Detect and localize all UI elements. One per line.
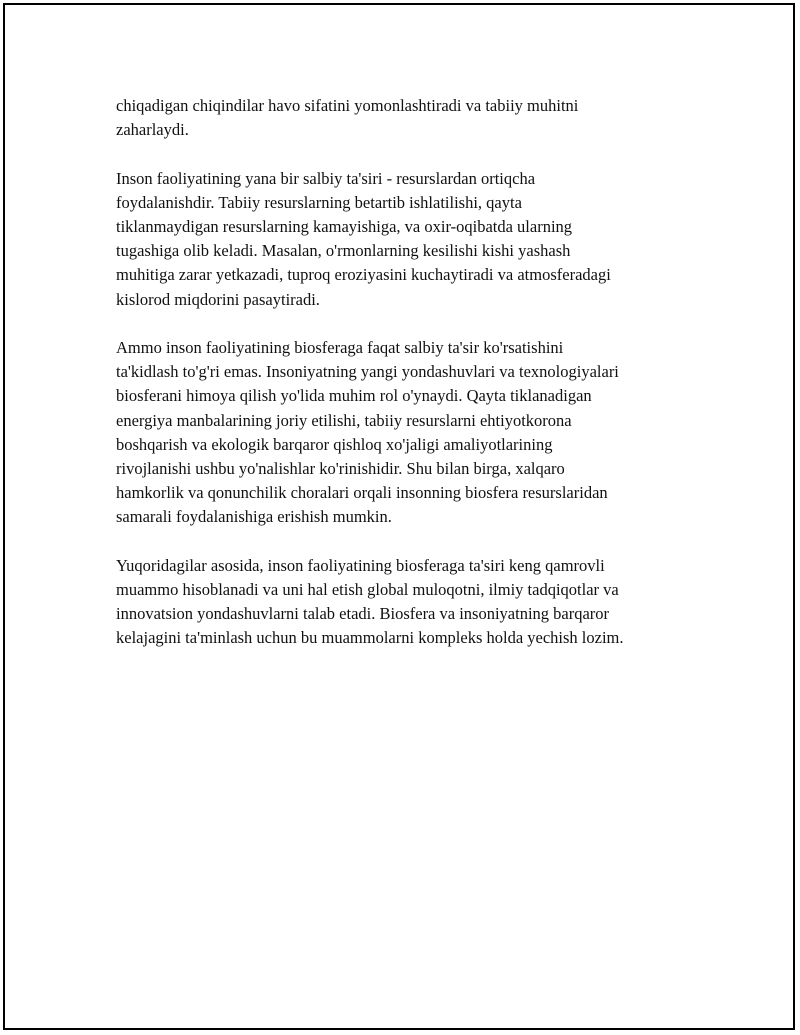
paragraph-2: Inson faoliyatining yana bir salbiy ta'siri - resurslardan ortiqcha foydalanishdir. Tabiiy resurslarning betartib ishlatilishi, qayta tiklanmaydigan resurslarning kamayishiga, va oxir-oqibatda ularning tugashiga olib keladi. Masalan, o'rmonlarning kesilishi kishi yashash muhitiga zarar yetkazadi, tuproq eroziyasini kuchaytiradi va atmosferadagi kislorod miqdorini pasaytiradi.	[116, 168, 611, 309]
paragraph-1: chiqadigan chiqindilar havo sifatini yomonlashtiradi va tabiiy muhitni zaharlaydi.	[116, 96, 579, 140]
paragraph-3: Ammo inson faoliyatining biosferaga faqat salbiy ta'sir ko'rsatishini ta'kidlash to'g'ri emas. Insoniyatning yangi yondashuvlari va texnologiyalari biosferani himoya qilish yo'lida muhim rol o'ynaydi. Qayta tiklanadigan energiya manbalarining joriy etilishi, tabiiy resurslarni ehtiyotkorona boshqarish va ekologik barqaror qishloq xo'jaligi amaliyotlarining rivojlanishi ushbu yo'nalishlar ko'rinishidir. Shu bilan birga, xalqaro hamkorlik va qonunchilik choralari orqali insonning biosfera resurslaridan samarali foydalanishiga erishish mumkin.	[116, 338, 619, 527]
paragraph-4: Yuqoridagilar asosida, inson faoliyatining biosferaga ta'siri keng qamrovli muammo hisoblanadi va uni hal etish global muloqotni, ilmiy tadqiqotlar va innovatsion yondashuvlarni talab etadi. Biosfera va insoniyatning barqaror kelajagini ta'minlash uchun bu muammolarni kompleks holda yechish lozim.	[116, 555, 624, 648]
document-body	[116, 94, 706, 675]
